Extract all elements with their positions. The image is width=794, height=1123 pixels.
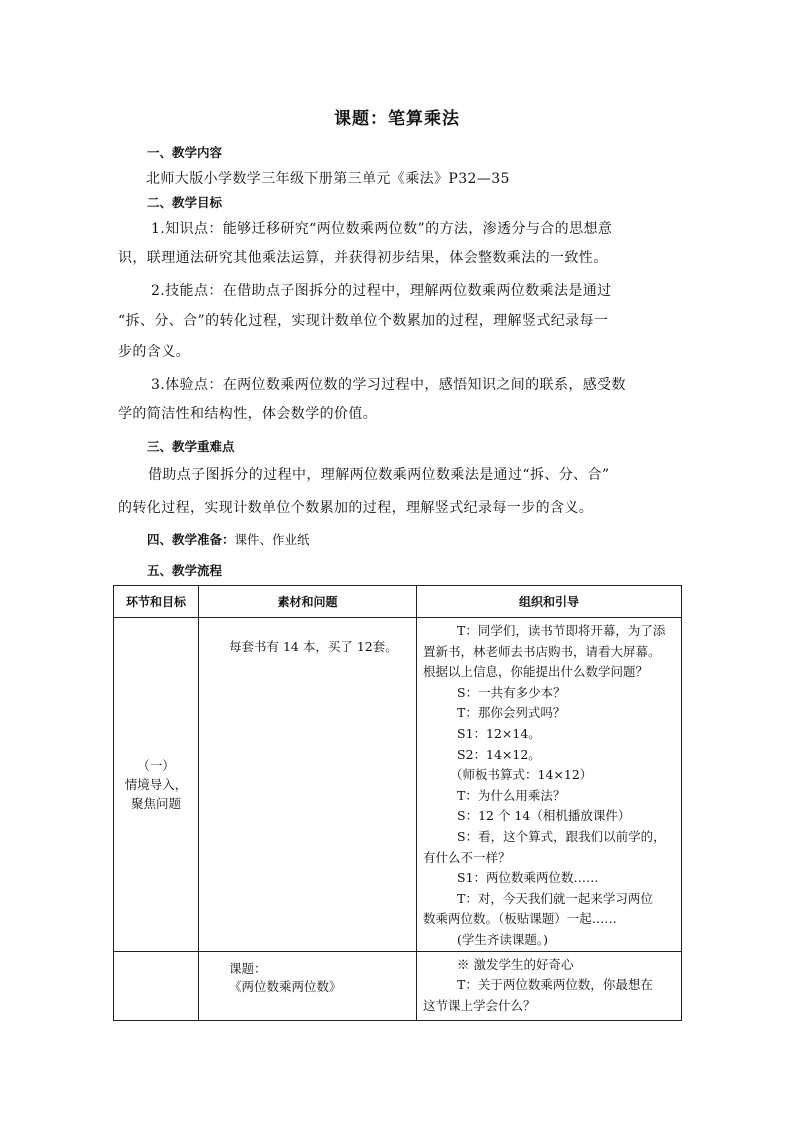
page-title: 课题：笔算乘法 — [334, 109, 460, 129]
header-stage: 环节和目标 — [114, 586, 199, 618]
keypoint-line: 借助点子图拆分的过程中，理解两位数乘两位数乘法是通过“拆、分、合” — [148, 467, 610, 483]
preparation-label: 四、教学准备： — [147, 532, 235, 547]
table-row — [114, 618, 682, 952]
section-heading-keypoints: 三、教学重难点 — [147, 439, 235, 454]
goal-line: 识，联理通法研究其他乘法运算，并获得初步结果，体会整数乘法的一致性。 — [118, 250, 608, 266]
goal-line: “拆、分、合”的转化过程，实现计数单位个数累加的过程，理解竖式纪录每一 — [118, 313, 609, 329]
guide-cell: ※ 激发学生的好奇心 T：关于两位数乘两位数，你最想在 这节课上学会什么？ — [417, 951, 682, 1020]
section-heading-goals: 二、教学目标 — [147, 195, 223, 210]
goal-line: 3.体验点：在两位数乘两位数的学习过程中，感悟知识之间的联系，感受数 — [151, 377, 626, 393]
goal-line: 步的含义。 — [118, 344, 190, 360]
header-material: 素材和问题 — [199, 586, 417, 618]
goal-line: 学的简洁性和结构性，体会数学的价值。 — [118, 406, 378, 422]
goal-line: 1.知识点：能够迁移研究“两位数乘两位数”的方法，渗透分与合的思想意 — [151, 221, 613, 237]
section-heading-preparation — [147, 530, 310, 548]
content-line: 北师大版小学数学三年级下册第三单元《乘法》P32—35 — [146, 171, 510, 187]
teaching-flow-table — [113, 585, 682, 1021]
stage-cell — [114, 951, 199, 1020]
goal-line: 2.技能点：在借助点子图拆分的过程中，理解两位数乘两位数乘法是通过 — [151, 283, 612, 299]
header-guide: 组织和引导 — [417, 586, 682, 618]
stage-cell: （一） 情境导入， 聚焦问题 — [114, 618, 199, 952]
guide-cell: T：同学们，读书节即将开幕，为了添 置新书，林老师去书店购书，请看大屏幕。 根据以上信息，你能提出什么数学问题？ S：一共有多少本？ T：那你会列式吗？ S1：12×14。 S2：14×12。 （师板书算式：14×12） T：为什么用乘法？ S：12 个 14（相机播放课件） S：看，这个算式，跟我们以前学的， 有什么不一样？ S1：两位数乘两位数…… T：对，今天我们就一起来学习两位 数乘两位数。（板贴课题）一起…… (学生齐读课题。) — [417, 618, 682, 952]
material-cell: 课题： 《两位数乘两位数》 — [199, 951, 417, 1020]
table-header-row — [114, 586, 682, 618]
preparation-text: 课件、作业纸 — [234, 532, 310, 547]
keypoint-line: 的转化过程，实现计数单位个数累加的过程，理解竖式纪录每一步的含义。 — [118, 500, 594, 516]
section-heading-flow: 五、教学流程 — [147, 563, 223, 578]
table-row — [114, 951, 682, 1020]
material-cell: 每套书有 14 本，买了 12套。 — [199, 618, 417, 952]
section-heading-content: 一、教学内容 — [147, 145, 223, 160]
